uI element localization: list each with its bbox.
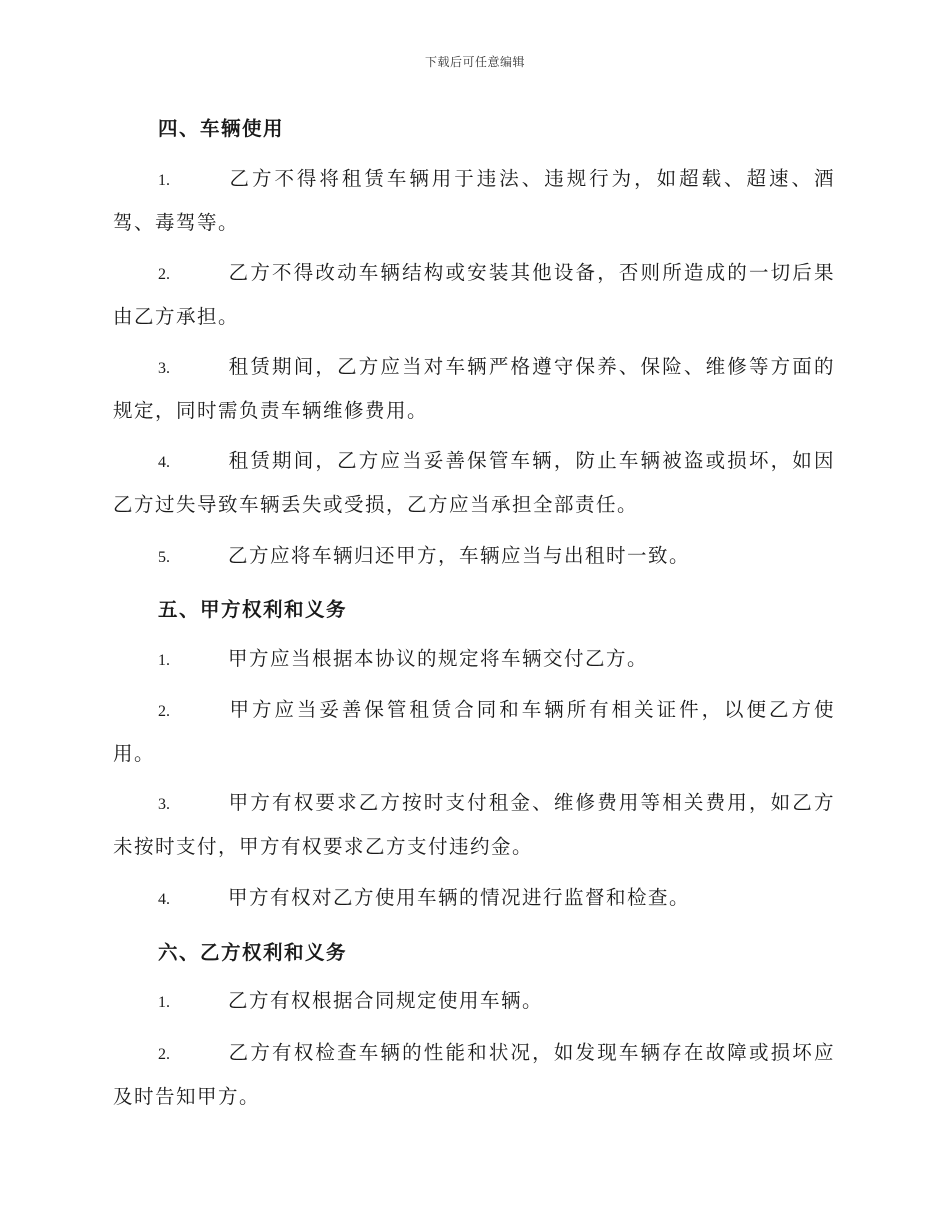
item-number: 4. [158, 454, 170, 471]
item-text: 甲方应当根据本协议的规定将车辆交付乙方。 [228, 647, 649, 670]
item-number: 2. [158, 266, 170, 283]
item-number: 2. [158, 703, 170, 720]
page-header: 下载后可任意编辑 [424, 55, 525, 69]
list-item [113, 1032, 835, 1118]
list-item [113, 535, 835, 579]
item-text: 租赁期间，乙方应当对车辆严格遵守保养、保险、维修等方面的规定，同时需负责车辆维修费用。 [113, 355, 835, 422]
item-text: 乙方不得改动车辆结构或安装其他设备，否则所造成的一切后果由乙方承担。 [113, 261, 835, 328]
section-heading: 四、车辆使用 [158, 117, 285, 140]
item-text: 乙方有权根据合同规定使用车辆。 [228, 989, 544, 1012]
list-item [113, 346, 835, 432]
item-number: 1. [158, 172, 170, 189]
list-item [113, 782, 835, 868]
section-heading: 六、乙方权利和义务 [158, 941, 348, 964]
list-item [113, 440, 835, 526]
item-text: 甲方有权要求乙方按时支付租金、维修费用等相关费用，如乙方未按时支付，甲方有权要求乙方支付违约金。 [113, 791, 835, 858]
item-text: 甲方有权对乙方使用车辆的情况进行监督和检查。 [228, 886, 691, 909]
list-item [113, 877, 835, 921]
item-number: 2. [158, 1046, 170, 1063]
item-number: 3. [158, 360, 170, 377]
item-text: 乙方有权检查车辆的性能和状况，如发现车辆存在故障或损坏应及时告知甲方。 [113, 1041, 835, 1108]
item-number: 1. [158, 994, 170, 1011]
list-item [113, 689, 835, 775]
item-text: 乙方不得将租赁车辆用于违法、违规行为，如超载、超速、酒驾、毒驾等。 [113, 167, 835, 234]
item-text: 甲方应当妥善保管租赁合同和车辆所有相关证件，以便乙方使用。 [113, 698, 835, 765]
item-number: 1. [158, 652, 170, 669]
section-heading: 五、甲方权利和义务 [158, 598, 348, 621]
item-text: 乙方应将车辆归还甲方，车辆应当与出租时一致。 [228, 544, 691, 567]
list-item [113, 158, 835, 244]
item-number: 4. [158, 891, 170, 908]
item-text: 租赁期间，乙方应当妥善保管车辆，防止车辆被盗或损坏，如因乙方过失导致车辆丢失或受损，乙方应当承担全部责任。 [113, 449, 835, 516]
list-item [113, 980, 835, 1024]
list-item [113, 252, 835, 338]
list-item [113, 638, 835, 682]
item-number: 3. [158, 796, 170, 813]
item-number: 5. [158, 549, 170, 566]
